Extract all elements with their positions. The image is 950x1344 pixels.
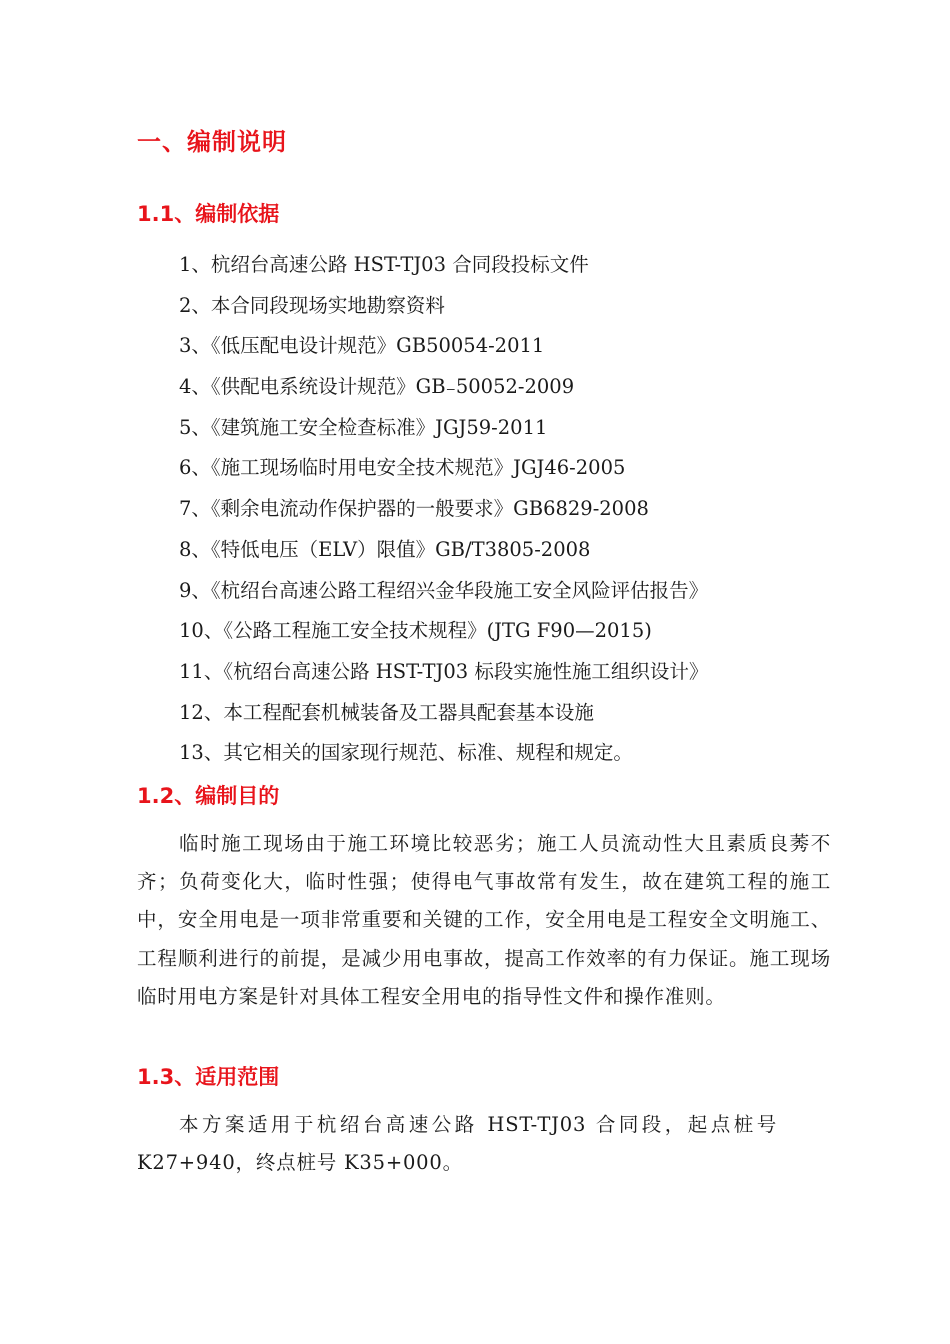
list-item: 9、《杭绍台高速公路工程绍兴金华段施工安全风险评估报告》	[179, 578, 709, 602]
basis-list	[179, 245, 708, 774]
list-item: 5、《建筑施工安全检查标准》JGJ59-2011	[179, 415, 548, 439]
list-item: 7、《剩余电流动作保护器的一般要求》GB6829-2008	[179, 497, 649, 521]
list-item: 8、《特低电压（ELV）限值》GB/T3805-2008	[179, 537, 591, 561]
list-item: 11、《杭绍台高速公路 HST-TJ03 标段实施性施工组织设计》	[179, 659, 709, 683]
list-item: 2、本合同段现场实地勘察资料	[179, 293, 445, 317]
list-item: 6、《施工现场临时用电安全技术规范》JGJ46-2005	[179, 456, 626, 480]
section-heading-purpose: 1.2、编制目的	[137, 784, 280, 808]
list-item: 1、杭绍台高速公路 HST-TJ03 合同段投标文件	[179, 253, 589, 276]
section-heading-basis: 1.1、编制依据	[137, 202, 280, 226]
chapter-title: 一、编制说明	[137, 128, 287, 156]
scope-paragraph: 本方案适用于杭绍台高速公路 HST-TJ03 合同段，起点桩号 K27+940，终点桩号 K35+000。	[137, 1113, 777, 1175]
list-item: 3、《低压配电设计规范》GB50054-2011	[179, 334, 545, 358]
list-item: 13、其它相关的国家现行规范、标准、规程和规定。	[179, 741, 633, 765]
list-item: 4、《供配电系统设计规范》GB₋50052-2009	[179, 375, 575, 399]
list-item: 12、本工程配套机械装备及工器具配套基本设施	[179, 700, 594, 724]
section-heading-scope: 1.3、适用范围	[137, 1065, 280, 1089]
purpose-paragraph: 临时施工现场由于施工环境比较恶劣；施工人员流动性大且素质良莠不齐；负荷变化大，临时性强；使得电气事故常有发生，故在建筑工程的施工中，安全用电是一项非常重要和关键的工作，安全用电是工程安全文明施工、工程顺利进行的前提，是减少用电事故，提高工作效率的有力保证。施工现场临时用电方案是针对具体工程安全用电的指导性文件和操作准则。	[137, 832, 831, 1008]
list-item: 10、《公路工程施工安全技术规程》(JTG F90—2015)	[179, 619, 652, 643]
